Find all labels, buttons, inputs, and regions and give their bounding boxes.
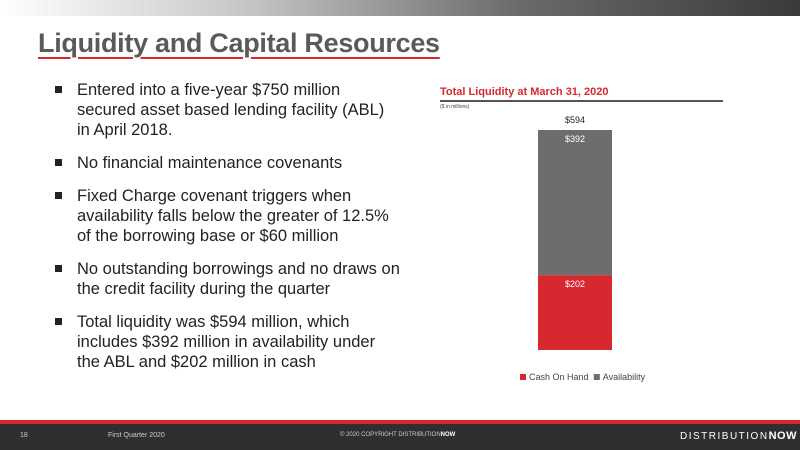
top-gradient-bar	[0, 0, 800, 16]
copyright-brand: NOW	[440, 432, 456, 438]
bullet-square-icon	[55, 265, 62, 272]
bullet-square-icon	[55, 192, 62, 199]
chart-title-rule	[440, 100, 723, 102]
bullet-item	[55, 80, 400, 140]
company-logo	[680, 430, 797, 442]
logo-text: DISTRIBUTION	[680, 431, 769, 442]
slide-title: Liquidity and Capital Resources	[38, 28, 440, 58]
total-label: $594	[564, 115, 586, 125]
copyright-text: © 2020 COPYRIGHT DISTRIBUTION	[340, 432, 441, 438]
legend-swatch	[594, 374, 600, 380]
bar-segment-availability	[538, 130, 612, 275]
liquidity-chart	[430, 110, 730, 395]
chart-subtitle: ($ in millions)	[440, 104, 470, 110]
bullet-text: Total liquidity was $594 million, which includes $392 million in availability under the ABL and $202 million in cash	[77, 313, 376, 371]
bullet-item	[55, 186, 400, 246]
bullet-item	[55, 312, 400, 372]
bullet-item	[55, 153, 400, 173]
bullet-text: No financial maintenance covenants	[77, 154, 343, 172]
bullet-text: Fixed Charge covenant triggers when availability falls below the greater of 12.5% of the borrowing base or $60 million	[77, 187, 389, 245]
legend-label: Cash On Hand	[529, 372, 589, 382]
logo-brand: NOW	[768, 430, 797, 442]
bullet-square-icon	[55, 318, 62, 325]
page-number: 18	[20, 432, 28, 439]
bullet-square-icon	[55, 86, 62, 93]
bullet-list	[55, 80, 400, 385]
footer-copyright	[340, 432, 455, 438]
chart-title: Total Liquidity at March 31, 2020	[440, 86, 609, 98]
bullet-text: Entered into a five-year $750 million secured asset based lending facility (ABL) in April 2018.	[77, 81, 385, 139]
data-label: $392	[564, 134, 586, 144]
legend-swatch	[520, 374, 526, 380]
bullet-square-icon	[55, 159, 62, 166]
legend-label: Availability	[602, 372, 646, 382]
data-label: $202	[564, 279, 586, 290]
bullet-item	[55, 259, 400, 299]
footer-period: First Quarter 2020	[108, 432, 165, 439]
bullet-text: No outstanding borrowings and no draws on the credit facility during the quarter	[77, 260, 400, 298]
